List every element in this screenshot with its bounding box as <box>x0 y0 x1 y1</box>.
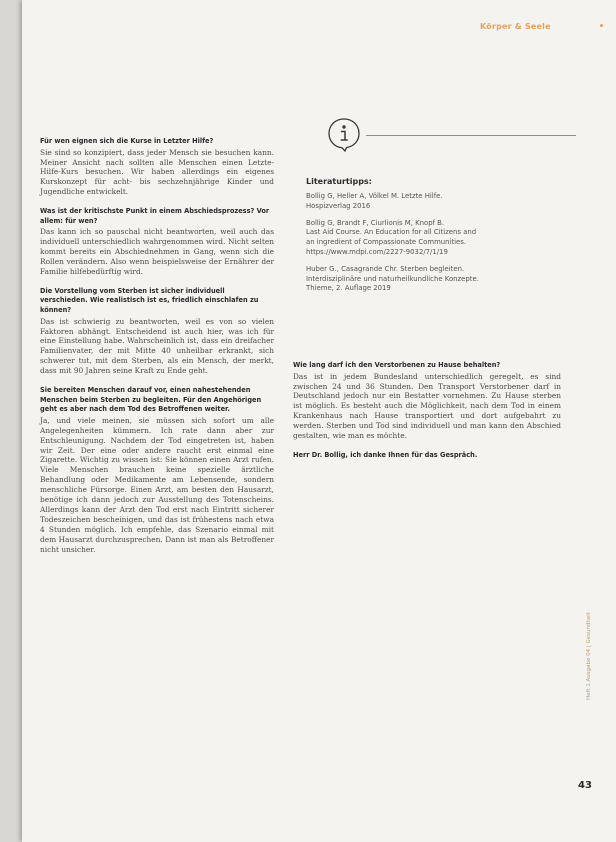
interview-block <box>293 361 561 441</box>
info-box-rule <box>366 135 576 136</box>
section-label: Körper & Seele <box>480 22 551 31</box>
literature-item <box>306 192 572 212</box>
info-i-speech-bubble-icon <box>326 116 362 152</box>
interview-question: Für wen eignen sich die Kurse in Letzter Hilfe? <box>40 137 214 145</box>
interview-answer: Das ist in jedem Bundesland unterschiedlich geregelt, es sind zwischen 24 und 36 Stunden. Den Transport Verstorbener darf in Deutschland jedoch nur ein Bestatter vornehmen. Zu Hause sterben ist möglich. Es besteht auch die Möglichkeit, nach dem Tod in einem Krankenhaus nach Hause transportiert und dort aufgebahrt zu werden. Sterben und Tod sind individuell und man kann den Abschied gestalten, wie man es möchte. <box>293 371 561 441</box>
side-note-edition: Ausgabe 04 | Gesundheit <box>586 612 592 682</box>
side-note <box>586 612 592 700</box>
interview-answer: Das kann ich so pauschal nicht beantworten, weil auch das individuell unterschiedlich wahrgenommen wird. Nicht selten kommt bereits ein Abschiednehmen in Gang, wenn sich die Rollen verändern. Also wenn beispielsweise der Ernährer der Familie hilfebedürftig wird. <box>40 227 274 276</box>
interview-block <box>40 386 274 554</box>
literature-line: Bollig G, Heller A, Völkel M. Letzte Hilfe. <box>306 192 443 200</box>
literature-line: Bollig G, Brandt F, Ciurlionis M, Knopf B. <box>306 218 445 227</box>
interview-question: Die Vorstellung vom Sterben ist sicher individuell verschieden. Wie realistisch ist es, friedlich einschlafen zu können? <box>40 286 259 315</box>
literature-line: Last Aid Course. An Education for all Citizens and <box>306 228 477 237</box>
closing-statement: Herr Dr. Bollig, ich danke Ihnen für das Gespräch. <box>293 450 478 459</box>
interview-column-left <box>40 137 274 565</box>
literature-box <box>306 176 572 301</box>
literature-line: Huber G., Casagrande Chr. Sterben begleiten. <box>306 264 465 273</box>
interview-answer: Ja, und viele meinen, sie müssen sich sofort um alle Angelegenheiten kümmern. Ich rate dann aber zur Entschleunigung. Nachdem der Tod eingetreten ist, haben wir Zeit. Der eine oder andere raucht erst einmal eine Zigarette. Wichtig zu wissen ist: Sie können einen Arzt rufen. Viele Menschen brauchen keine spezielle ärztliche Behandlung oder Medikamente am Lebensende, sondern menschliche Fürsorge. Einen Arzt, am besten den Hausarzt, benötige ich dann jedoch zur Ausstellung des Totenscheins. Allerdings kann der Arzt den Tod erst nach Eintritt sicherer Todeszeichen bescheinigen, und das ist frühestens nach etwa 4 Stunden möglich. Ich empfehle, das Szenario einmal mit dem Hausarzt durchzusprechen. Dann ist man als Betroffener nicht unsicher. <box>40 415 274 554</box>
side-note-issue: Heft 1 <box>586 683 592 700</box>
literature-title: Literaturtipps: <box>306 177 372 186</box>
literature-item <box>306 265 572 294</box>
literature-line: Hospizverlag 2016 <box>306 201 371 210</box>
literature-line: an ingredient of Compassionate Communities. <box>306 238 467 247</box>
interview-question: Wie lang darf ich den Verstorbenen zu Hause behalten? <box>293 361 501 369</box>
literature-link[interactable]: https://www.mdpi.com/2227-9032/7/1/19 <box>306 247 448 256</box>
page-number: 43 <box>578 780 592 791</box>
interview-question: Was ist der kritischste Punkt in einem Abschiedsprozess? Vor allem: für wen? <box>40 207 270 225</box>
interview-block <box>40 207 274 277</box>
literature-item <box>306 219 572 258</box>
interview-question: Sie bereiten Menschen darauf vor, einen nahestehenden Menschen beim Sterben zu begleiten. Für den Angehörigen geht es aber nach dem Tod des Betroffenen weiter. <box>40 386 262 414</box>
section-dot <box>600 24 603 27</box>
interview-block <box>40 287 274 376</box>
literature-line: Interdisziplinäre und naturheilkundliche Konzepte. <box>306 274 479 283</box>
literature-line: Thieme, 2. Auflage 2019 <box>306 284 391 293</box>
interview-block <box>40 137 274 197</box>
interview-answer: Sie sind so konzipiert, dass jeder Mensch sie besuchen kann. Meiner Ansicht nach sollten alle Menschen einen Letzte-Hilfe-Kurs besuchen. Wir haben allerdings ein eigenes Kurskonzept für acht- bis sechzehnjährige Kinder und Jugendliche entwickelt. <box>40 147 274 197</box>
interview-column-right <box>293 361 561 461</box>
interview-answer: Das ist schwierig zu beantworten, weil es von so vielen Faktoren abhängt. Entscheidend ist auch hier, was ich für eine Einstellung habe. Wahrscheinlich ist, dass ein dreifacher Familienvater, der mit Mitte 40 unheilbar erkrankt, sich schwerer tut, mit dem Sterben, als ein Mensch, der merkt, dass mit 90 Jahren seine Kraft zu Ende geht. <box>40 316 274 376</box>
